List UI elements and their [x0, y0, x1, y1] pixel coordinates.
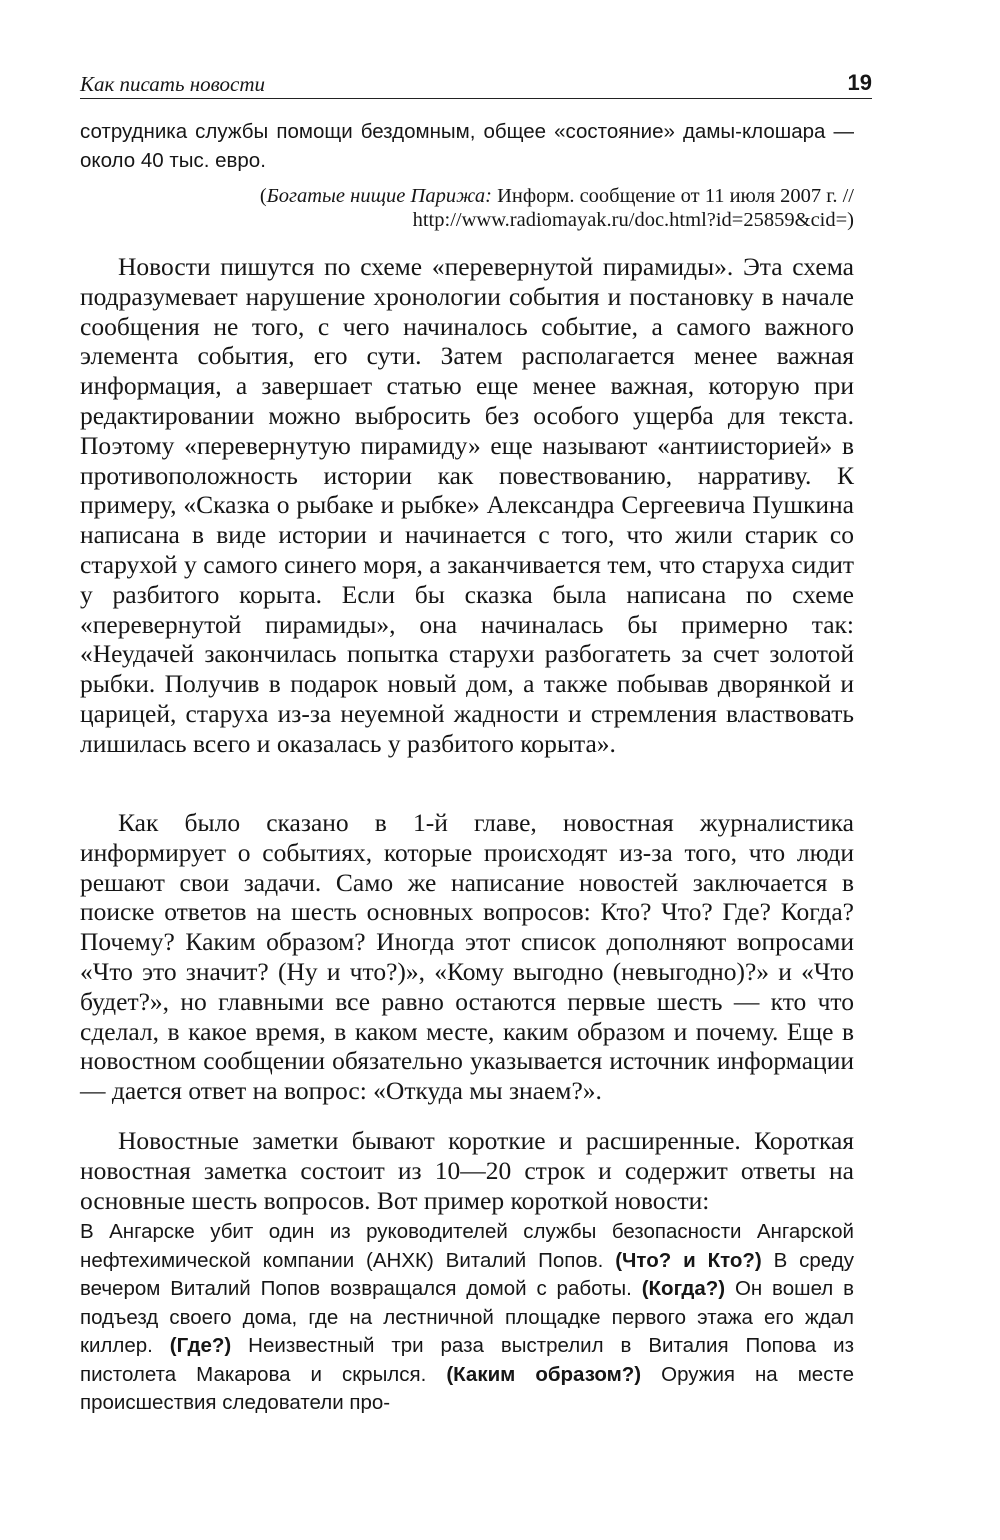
example-sentence-3: Он вошел в подъезд своего дома, где на лестничной площадке первого этажа его ждал киллер.	[80, 1277, 854, 1357]
running-head-title: Как писать новости	[80, 72, 266, 96]
example-tag-when: (Когда?)	[641, 1277, 726, 1300]
example-tag-how: (Каким образом?)	[446, 1362, 642, 1386]
citation-open-paren: (	[259, 185, 267, 207]
example-sentence-1: В Ангарске убит один из руководителей службы безопасности Ангарской нефтехимической компании (АНХК) Виталий Попов.	[80, 1220, 854, 1272]
example-sentence-4: Неизвестный три раза выстрелил в Виталия Попова из пистолета Макарова и скрылся.	[80, 1334, 854, 1386]
example-tag-what-who: (Что? и Кто?)	[615, 1248, 762, 1272]
page-number: 19	[847, 70, 872, 95]
citation-title: Богатые нищие Парижа:	[266, 185, 492, 207]
example-sentence-2: В среду вечером Виталий Попов возвращался домой с работы.	[80, 1248, 854, 1300]
example-sentence-5: Оружия на месте происшествия следователи про-	[80, 1362, 855, 1414]
example-tag-where: (Где?)	[169, 1334, 232, 1357]
news-example	[80, 1218, 854, 1418]
citation-details: Информ. сообщение от 11 июля 2007 г. // http://www.radiomayak.ru/doc.html?id=25859&cid=)	[412, 185, 854, 231]
body-paragraph-3: Новостные заметки бывают короткие и расширенные. Короткая новостная заметка состоит из 10—20 строк и содержит ответы на основные шесть вопросов. Вот пример короткой новости:	[80, 1126, 854, 1215]
body-paragraph-2: Как было сказано в 1-й главе, новостная журналистика информирует о событиях, которые происходят из-за того, что люди решают свои задачи. Само же написание новостей заключается в поиске ответов на шесть основных вопросов: Кто? Что? Где? Когда? Почему? Каким образом? Иногда этот список дополняют вопросами «Что это значит? (Ну и что?)», «Кому выгодно (невыгодно)?» и «Что будет?», но главными все равно остаются первые шесть — кто что сделал, в какое время, в каком месте, каким образом и почему. Еще в новостном сообщении обязательно указывается источник информации — дается ответ на вопрос: «Откуда мы знаем?».	[80, 808, 854, 1106]
source-citation	[120, 184, 854, 232]
body-paragraph-1: Новости пишутся по схеме «перевернутой пирамиды». Эта схема подразумевает нарушение хронологии события и постановку в начале сообщения не того, с чего начиналось событие, а самого важного элемента события, его сути. Затем располагается менее важная информация, а завершает статью еще менее важная, которую при редактировании можно выбросить без особого ущерба для текста. Поэтому «перевернутую пирамиду» еще называют «антиисторией» в противоположность истории как повествованию, нарративу. К примеру, «Сказка о рыбаке и рыбке» Александра Сергеевича Пушкина написана в виде истории и начинается с того, что жили старик со старухой у самого синего моря, а заканчивается тем, что старуха сидит у разбитого корыта. Если бы сказка была написана по схеме «перевернутой пирамиды», она начиналась бы примерно так: «Неудачей закончилась попытка старухи разбогатеть за счет золотой рыбки. Получив в подарок новый дом, а также побывав дворянкой и царицей, старуха из-за неуемной жадности и стремления властвовать лишилась всего и оказалась у разбитого корыта».	[80, 252, 854, 758]
intro-tail-paragraph: сотрудника службы помощи бездомным, общее «состояние» дамы-клошара — около 40 тыс. евро.	[80, 120, 854, 172]
running-head	[80, 68, 872, 99]
